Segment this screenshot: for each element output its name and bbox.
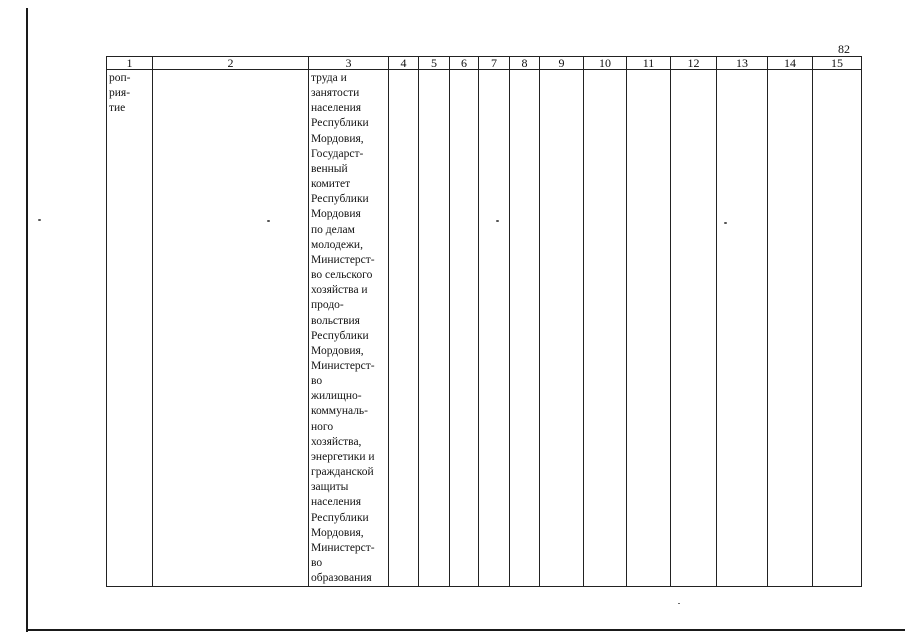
page-number: 82 (838, 42, 850, 56)
column-header-10: 10 (584, 57, 627, 70)
column-header-8: 8 (510, 57, 540, 70)
table-cell-col8 (510, 70, 540, 587)
cell-text-col1: роп- рия- тие (109, 72, 131, 115)
column-header-2: 2 (153, 57, 309, 70)
table-cell-col3 (309, 70, 389, 587)
scan-left-border (26, 8, 28, 632)
scan-bottom-border (26, 629, 905, 631)
cell-text-col3: труда и занятости населения Республики Мордовия, Государст- венный комитет Республики Мордовия по делам молодежи, Министерст- во сельского хозяйства и продо- вольствия Республики Мордовия, Министерст- во жилищно- коммуналь- ного хозяйства, энергетики и гражданской защиты населения Республики Мордовия, Министерст- во образования (311, 72, 375, 585)
column-header-12: 12 (671, 57, 717, 70)
table-cell-col6 (450, 70, 479, 587)
scan-speck (496, 220, 499, 222)
scan-speck (724, 222, 727, 224)
cell-text-col2 (153, 70, 308, 71)
scan-speck (38, 219, 41, 221)
column-header-4: 4 (389, 57, 419, 70)
table-cell-col11 (627, 70, 671, 587)
table-cell-col7 (479, 70, 510, 587)
scan-speck (678, 603, 680, 604)
column-header-15: 15 (813, 57, 862, 70)
scan-speck (267, 220, 270, 222)
table-cell-col9 (540, 70, 584, 587)
table-cell-col4 (389, 70, 419, 587)
column-header-3: 3 (309, 57, 389, 70)
column-header-9: 9 (540, 57, 584, 70)
table-row (107, 70, 862, 587)
column-header-5: 5 (419, 57, 450, 70)
column-header-14: 14 (768, 57, 813, 70)
table-cell-col14 (768, 70, 813, 587)
column-header-13: 13 (717, 57, 768, 70)
table-cell-col13 (717, 70, 768, 587)
table-cell-col12 (671, 70, 717, 587)
table-cell-col2 (153, 70, 309, 587)
table-cell-col10 (584, 70, 627, 587)
column-header-7: 7 (479, 57, 510, 70)
column-header-6: 6 (450, 57, 479, 70)
table-cell-col15 (813, 70, 862, 587)
table-cell-col1 (107, 70, 153, 587)
column-header-1: 1 (107, 57, 153, 70)
column-header-11: 11 (627, 57, 671, 70)
table-cell-col5 (419, 70, 450, 587)
data-table (106, 56, 862, 587)
table-header-row (107, 57, 862, 70)
